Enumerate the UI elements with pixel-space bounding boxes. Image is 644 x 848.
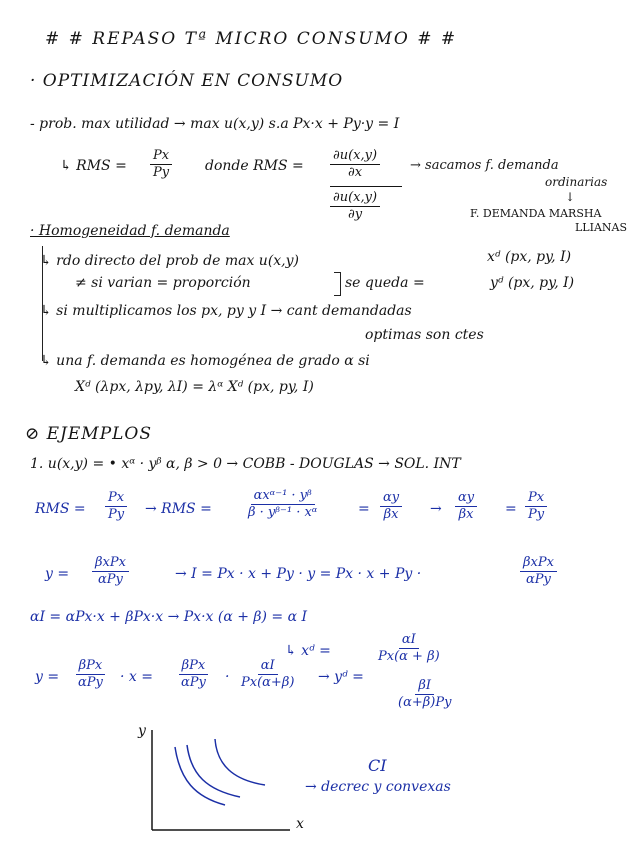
- y-fraction: [92, 555, 129, 588]
- homog-line-5: ↳ una f. demanda es homogénea de grado α si: [40, 353, 370, 369]
- rms-arrow1: →: [430, 501, 442, 517]
- budget-num: βxPx: [520, 555, 557, 572]
- y-prefix: y =: [45, 566, 70, 582]
- y2c-num: αI: [258, 658, 278, 675]
- rms-den: Py: [153, 165, 170, 180]
- rms-b-den: β · yᵝ⁻¹ · xᵅ: [248, 505, 318, 520]
- rms-a-arrow: → RMS =: [145, 501, 212, 517]
- graph-y-label: y: [138, 723, 146, 739]
- xd-prefix: ↳ xᵈ =: [285, 643, 331, 659]
- rms-d-num: αy: [455, 490, 477, 507]
- budget-fraction: [520, 555, 557, 588]
- small-bracket: [334, 272, 341, 296]
- marshallianas-label-1: F. DEMANDA MARSHA: [470, 207, 602, 220]
- du-dy-fraction: [330, 190, 380, 223]
- y2c-fraction: [238, 658, 297, 691]
- du-dy-num: ∂u(x,y): [330, 190, 380, 207]
- utility-max-problem: - prob. max utilidad → max u(x,y) s.a Px·x + Py·y = I: [30, 116, 400, 132]
- rms-prefix: ↳ RMS =: [60, 158, 127, 174]
- xd-function: xᵈ (px, py, I): [487, 249, 572, 265]
- du-dx-den: ∂x: [347, 165, 363, 180]
- xd-num: αI: [399, 632, 419, 649]
- main-fraction-bar: [330, 186, 402, 187]
- rms-a-den: Py: [108, 507, 125, 522]
- yd-fraction: [395, 678, 454, 711]
- indifference-curve-3: [215, 739, 265, 785]
- graph-x-label: x: [296, 816, 304, 832]
- rms-eq2: =: [505, 501, 517, 517]
- rms-c-fraction: [380, 490, 402, 523]
- y2b-num: βPx: [179, 658, 209, 675]
- y-den: αPy: [98, 572, 123, 587]
- y2-den: αPy: [78, 675, 103, 690]
- homogeneidad-title: · Homogeneidad f. demanda: [30, 223, 230, 239]
- down-arrow: ↓: [565, 190, 576, 204]
- rms-e-num: Px: [525, 490, 547, 507]
- alpha-I-line: αI = αPx·x + βPx·x → Px·x (α + β) = α I: [30, 609, 308, 625]
- ordinarias-label: ordinarias: [545, 175, 608, 189]
- homog-line-3: ↳ si multiplicamos los px, py y I → cant demandadas: [40, 303, 412, 319]
- ci-note: → decrec y convexas: [305, 779, 451, 795]
- y-num: βxPx: [92, 555, 129, 572]
- rms-price-ratio: [150, 148, 172, 181]
- y2-num: βPx: [76, 658, 106, 675]
- budget-substitution: → I = Px · x + Py · y = Px · x + Py ·: [175, 566, 422, 582]
- y2c-den: Px(α+β): [241, 675, 295, 690]
- du-dx-fraction: [330, 148, 380, 181]
- rms-a-fraction: [105, 490, 127, 523]
- xd-fraction: [375, 632, 443, 665]
- ci-label: CI: [368, 756, 387, 775]
- yd-function: yᵈ (px, py, I): [490, 275, 575, 291]
- section-optimizacion-title: · OPTIMIZACIÓN EN CONSUMO: [30, 71, 344, 91]
- rms-eq1: =: [358, 501, 370, 517]
- y2b-fraction: [178, 658, 209, 691]
- page-title: # # REPASO Tª MICRO CONSUMO # #: [45, 29, 458, 49]
- example-1-cobb-douglas: 1. u(x,y) = • xᵅ · yᵝ α, β > 0 → COBB - DOUGLAS → SOL. INT: [30, 456, 461, 472]
- rms-donde: donde RMS =: [205, 158, 304, 174]
- rms-c-den: βx: [383, 507, 399, 522]
- rms-e-fraction: [525, 490, 547, 523]
- homog-line-1: ↳ rdo directo del prob de max u(x,y): [40, 253, 300, 269]
- se-queda: se queda =: [345, 275, 425, 291]
- du-dy-den: ∂y: [347, 207, 363, 222]
- sacamos-demanda: → sacamos f. demanda: [410, 158, 559, 173]
- y2-fraction: [75, 658, 106, 691]
- rms-a-prefix: RMS =: [35, 501, 86, 517]
- y2-dot: ·: [225, 669, 230, 685]
- rms-e-den: Py: [528, 507, 545, 522]
- rms-a-num: Px: [105, 490, 127, 507]
- homog-line-4: optimas son ctes: [365, 327, 484, 343]
- yd-num: βI: [415, 678, 434, 695]
- rms-num: Px: [150, 148, 172, 165]
- homog-line-2: ≠ si varian = proporción: [75, 275, 251, 291]
- y2-mid: · x =: [120, 669, 153, 685]
- rms-d-fraction: [455, 490, 477, 523]
- indifference-curves-graph: [125, 725, 325, 835]
- du-dx-num: ∂u(x,y): [330, 148, 380, 165]
- xd-den: Px(α + β): [378, 649, 440, 664]
- rms-c-num: αy: [380, 490, 402, 507]
- marshallianas-label-2: LLIANAS: [575, 221, 628, 234]
- homog-line-6: Xᵈ (λpx, λpy, λI) = λᵅ Xᵈ (px, py, I): [75, 379, 314, 395]
- y2b-den: αPy: [181, 675, 206, 690]
- yd-den: (α+β)Py: [398, 695, 452, 710]
- ejemplos-title: ⊘ EJEMPLOS: [25, 424, 152, 444]
- y2-arrow: → yᵈ =: [318, 669, 364, 685]
- rms-d-den: βx: [458, 507, 474, 522]
- budget-den: αPy: [526, 572, 551, 587]
- rms-b-num: αxᵅ⁻¹ · yᵝ: [251, 488, 315, 505]
- rms-b-fraction: [245, 488, 320, 521]
- y2-prefix: y =: [35, 669, 60, 685]
